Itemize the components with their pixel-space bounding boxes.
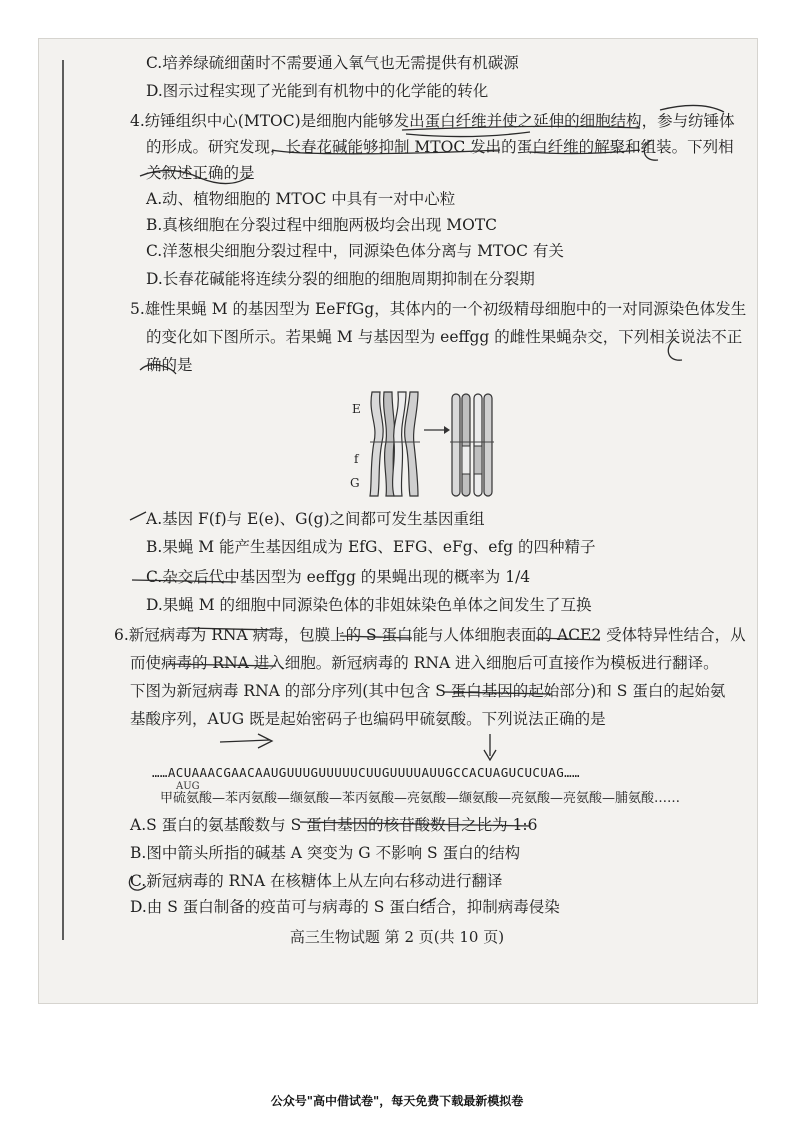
- q4-option-a: A.动、植物细胞的 MTOC 中具有一对中心粒: [146, 190, 456, 208]
- gene-label-f: f: [354, 452, 359, 466]
- q4-option-c: C.洋葱根尖细胞分裂过程中，同源染色体分离与 MTOC 有关: [146, 242, 564, 260]
- q5-option-a: A.基因 F(f)与 E(e)、G(g)之间都可发生基因重组: [146, 510, 485, 528]
- gene-label-e: E: [352, 402, 361, 416]
- q3-option-c: C.培养绿硫细菌时不需要通入氧气也无需提供有机碳源: [146, 54, 519, 72]
- q6-option-d: D.由 S 蛋白制备的疫苗可与病毒的 S 蛋白结合，抑制病毒侵染: [130, 898, 560, 916]
- margin-rule: [62, 60, 64, 940]
- gene-label-g: G: [350, 476, 360, 490]
- q3-option-d: D.图示过程实现了光能到有机物中的化学能的转化: [146, 82, 489, 100]
- q6-stem-line4: 基酸序列，AUG 既是起始密码子也编码甲硫氨酸。下列说法正确的是: [130, 710, 606, 728]
- q6-option-b: B.图中箭头所指的碱基 A 突变为 G 不影响 S 蛋白的结构: [130, 844, 521, 862]
- q6-option-a: A.S 蛋白的氨基酸数与 S 蛋白基因的核苷酸数目之比为 1:6: [130, 816, 538, 834]
- q5-option-d: D.果蝇 M 的细胞中同源染色体的非姐妹染色单体之间发生了互换: [146, 596, 592, 614]
- chromosome-drawing: [348, 384, 498, 502]
- page-footer: 高三生物试题 第 2 页(共 10 页): [289, 928, 505, 946]
- q4-option-d: D.长春花碱能将连续分裂的细胞的细胞周期抑制在分裂期: [146, 270, 535, 288]
- handwritten-aug-note: AUG: [176, 781, 200, 792]
- q6-stem-line1: 6.新冠病毒为 RNA 病毒，包膜上的 S 蛋白能与人体细胞表面的 ACE2 受体特异性结合，从: [114, 626, 746, 644]
- amino-acid-sequence: 甲硫氨酸—苯丙氨酸—缬氨酸—苯丙氨酸—亮氨酸—缬氨酸—亮氨酸—亮氨酸—脯氨酸……: [160, 791, 681, 806]
- q4-stem-line1: 4.纺锤组织中心(MTOC)是细胞内能够发出蛋白纤维并使之延伸的细胞结构，参与纺锤体: [130, 112, 735, 130]
- bottom-note: 公众号"高中借试卷"，每天免费下载最新模拟卷: [270, 1094, 524, 1108]
- chromosome-figure: [348, 384, 498, 502]
- q4-stem-line3: 关叙述正确的是: [146, 164, 255, 182]
- q6-option-c: C.新冠病毒的 RNA 在核糖体上从左向右移动进行翻译: [130, 872, 503, 890]
- q5-option-c: C.杂交后代中基因型为 eeffgg 的果蝇出现的概率为 1/4: [146, 568, 531, 586]
- q6-stem-line3: 下图为新冠病毒 RNA 的部分序列(其中包含 S 蛋白基因的起始部分)和 S 蛋白的起始氨: [130, 682, 726, 700]
- q4-option-b: B.真核细胞在分裂过程中细胞两极均会出现 MOTC: [146, 216, 498, 234]
- q5-stem-line2: 的变化如下图所示。若果蝇 M 与基因型为 eeffgg 的雌性果蝇杂交，下列相关说法不正: [146, 328, 743, 346]
- q5-option-b: B.果蝇 M 能产生基因组成为 EfG、EFG、eFg、efg 的四种精子: [146, 538, 596, 556]
- q6-stem-line2: 而使病毒的 RNA 进入细胞。新冠病毒的 RNA 进入细胞后可直接作为模板进行翻译。: [130, 654, 719, 672]
- q5-stem-line1: 5.雄性果蝇 M 的基因型为 EeFfGg，其体内的一个初级精母细胞中的一对同源染色体发生: [130, 300, 747, 318]
- q4-stem-line2: 的形成。研究发现，长春花碱能够抑制 MTOC 发出的蛋白纤维的解聚和组装。下列相: [146, 138, 734, 156]
- q5-stem-line3: 确的是: [146, 356, 193, 374]
- rna-sequence: ……ACUAAACGAACAAUGUUUGUUUUUCUUGUUUUAUUGCCACUAGUCUCUAG……: [152, 765, 580, 780]
